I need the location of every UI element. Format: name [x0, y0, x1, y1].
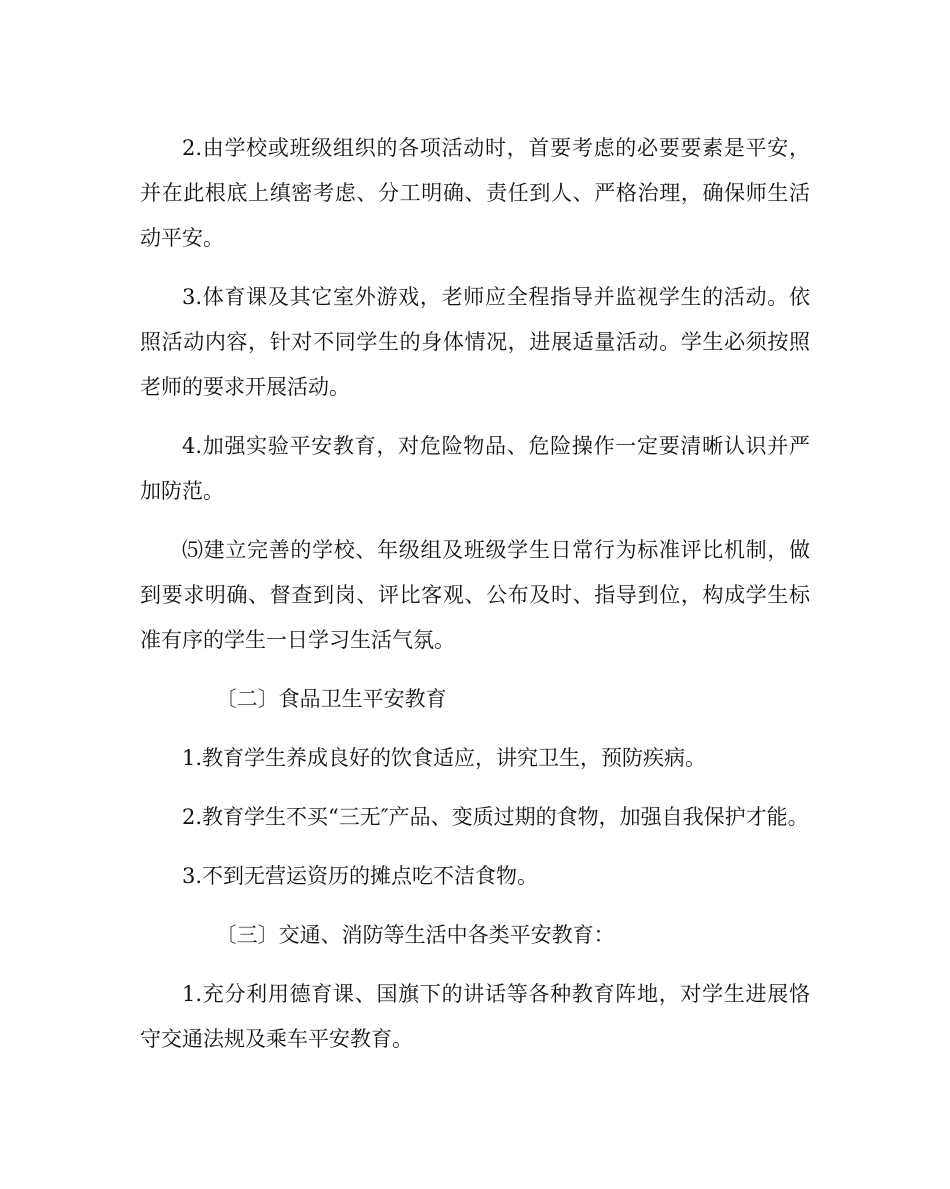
paragraph-activity-safety: 2.由学校或班级组织的各项活动时，首要考虑的必要要素是平安，并在此根底上缜密考虑、分工明确、责任到人、严格治理，确保师生活动平安。	[140, 136, 810, 250]
paragraph-food-habits: 1.教育学生养成良好的饮食适应，讲究卫生，预防疾病。	[182, 746, 707, 770]
paragraph-traffic-education: 1.充分利用德育课、国旗下的讲话等各种教育阵地，对学生进展恪守交通法规及乘车平安教育。	[140, 982, 810, 1051]
document-body	[140, 126, 810, 1076]
section-heading-traffic-fire: 〔三〕交通、消防等生活中各类平安教育：	[215, 923, 615, 947]
paragraph-lab-safety: 4.加强实验平安教育，对危险物品、危险操作一定要清晰认识并严加防范。	[140, 434, 810, 503]
section-heading-food-safety: 〔二〕食品卫生平安教育	[215, 687, 447, 711]
paragraph-street-stalls: 3.不到无营运资历的摊点吃不洁食物。	[182, 864, 539, 888]
paragraph-evaluation-mechanism: ⑸建立完善的学校、年级组及班级学生日常行为标准评比机制，做到要求明确、督查到岗、评比客观、公布及时、指导到位，构成学生标准有序的学生一日学习生活气氛。	[140, 538, 810, 652]
paragraph-no-three-no: 2.教育学生不买“三无″产品、变质过期的食物，加强自我保护才能。	[182, 805, 809, 829]
paragraph-pe-class: 3.体育课及其它室外游戏，老师应全程指导并监视学生的活动。依照活动内容，针对不同学生的身体情况，进展适量活动。学生必须按照老师的要求开展活动。	[140, 285, 810, 399]
